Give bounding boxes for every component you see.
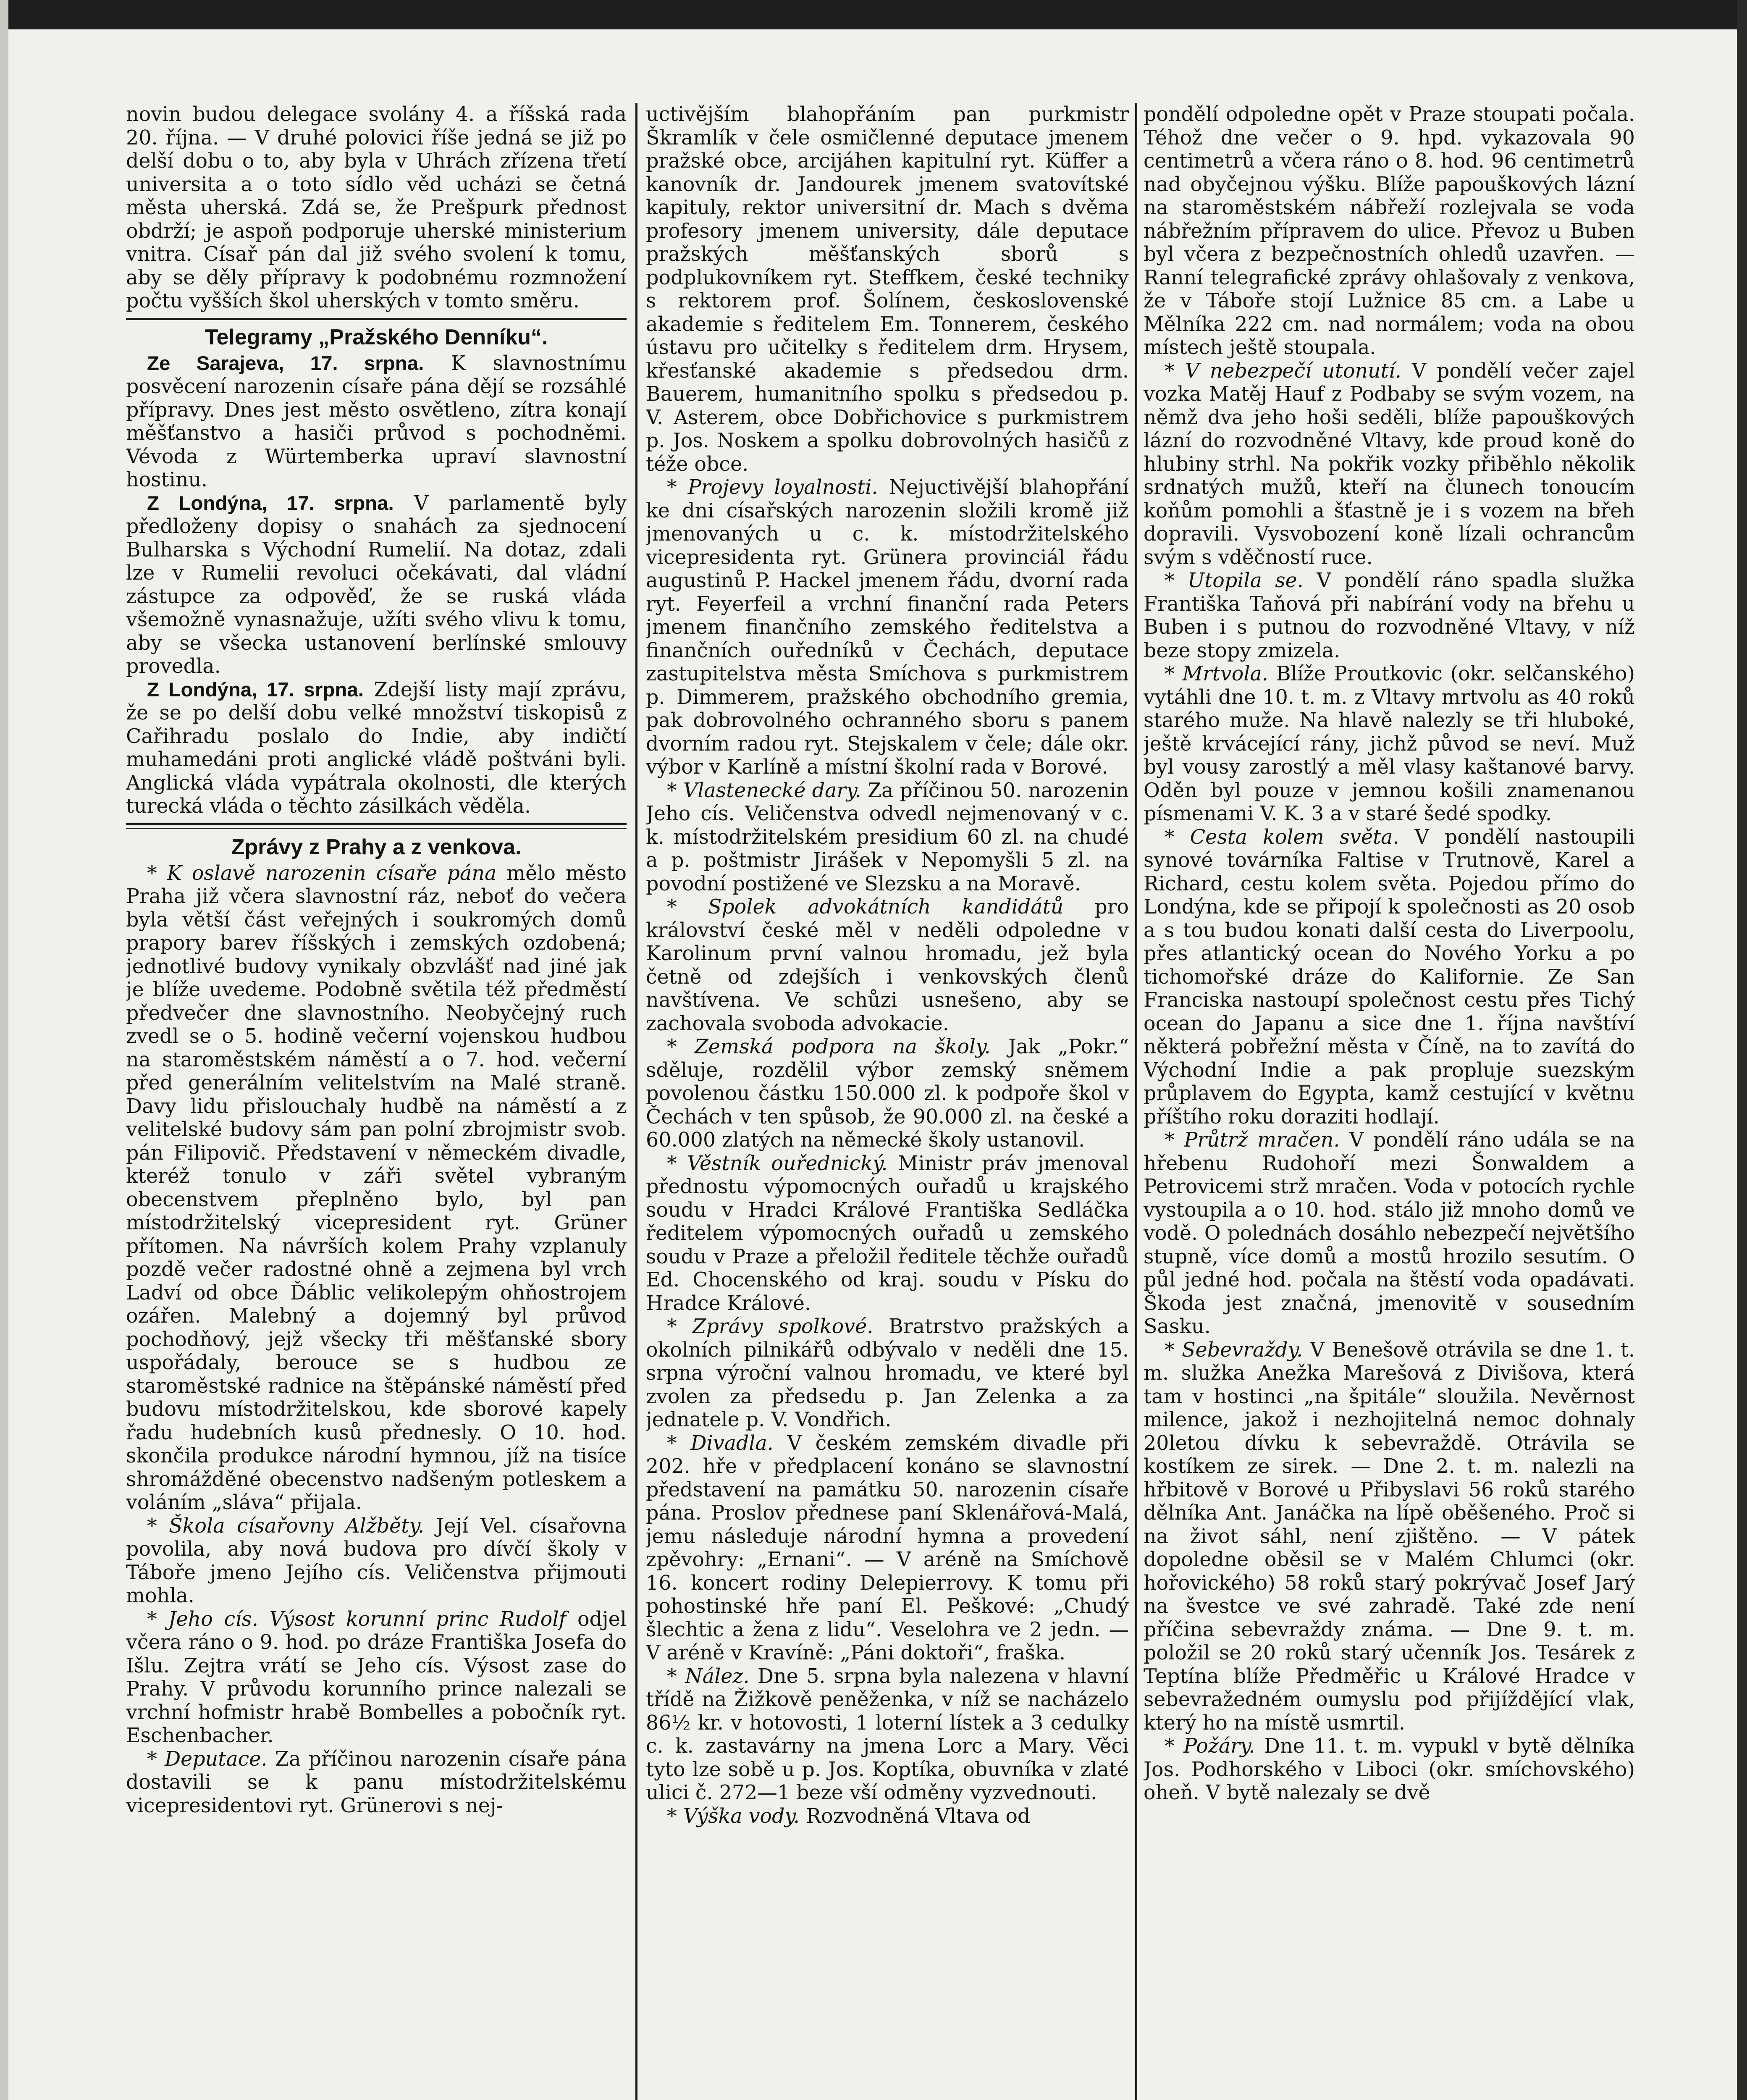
news-lead: Věstník ouřednický.: [687, 1152, 888, 1175]
column-1: [126, 103, 627, 2100]
news-item: * Výška vody. Rozvodněná Vltava od: [667, 1804, 1031, 1828]
news-body: Za příčinou narozenin císaře pána dostavili se k panu místodržitelskému vicepresidentovi ryt. Grünerovi s nej-: [126, 1747, 627, 1817]
column-rule-2: [1135, 103, 1137, 2100]
news-body: Za příčinou 50. narozenin Jeho cís. Veličenstva odvedl nejmenovaný v c. k. místodržitelském presidium 60 zl. na chudé a p. poštmistr Jirášek v Nepomyšli 5 zl. na povodní postižené ve Slezsku a na Moravě.: [646, 779, 1129, 895]
section-heading-telegrams: Telegramy „Pražského Denníku“.: [205, 325, 548, 349]
scan-border-right: [1737, 0, 1747, 2100]
column-3: [1144, 103, 1635, 2100]
section-divider: [126, 823, 627, 825]
news-item: * Projevy loyalnosti. Nejuctivější blahopřání ke dni císařských narozenin složili kromě již jmenovaných u c. k. místodržitelského vicepresidenta ryt. Grünera provinciál řádu augustinů P. Hackel jmenem řádu, dvorní rada ryt. Feyerfeil a vrchní finanční rada Peters jmenem finančního zemského ředitelstva a finančních ouředníků v Čechách, deputace zastupitelstva města Smíchova s purkmistrem p. Dimmerem, pražského obchodního gremia, pak dobrovolného ochranného sboru s panem dvorním radou ryt. Stejskalem v čele; dále okr. výbor v Karlíně a místní školní rada v Borové.: [646, 476, 1129, 779]
news-lead: Mrtvola.: [1182, 662, 1268, 685]
news-body: V Benešově otrávila se dne 1. t. m. služka Anežka Marešová z Divišova, která tam v hostinci „na špitále“ sloužila. Nevěrnost milence, jakož i nezhojitelná nemoc dohnaly 20letou dívku k sebevraždě. Otrávila se kostíkem ze sirek. — Dne 2. t. m. nalezli na hřbitově v Borové u Přibyslavi 56 roků starého dělníka Ant. Janáčka na lípě oběšeného. Proč si na život sáhl, není zjištěno. — V pátek dopoledne oběsil se v Malém Chlumci (okr. hořovického) 58 roků starý pokrývač Josef Jarý na švestce ve své zahradě. Také zde není příčina sebevraždy známa. — Dne 9. t. m. položil se 20 roků starý učenník Jos. Tesárek z Teptína blíže Předměřic u Králové Hradce v sebevražedném oumyslu pod přijíždějící vlak, který ho na místě usmrtil.: [1144, 1338, 1635, 1735]
news-item: * Jeho cís. Výsost korunní princ Rudolf odjel včera ráno o 9. hod. po dráze Františka Josefa do Išlu. Zejtra vrátí se Jeho cís. Výsost zase do Prahy. V průvodu korunního prince nalezali se vrchní hofmistr hrabě Bombelles a pobočník ryt. Eschenbacher.: [126, 1607, 627, 1747]
news-body: Jak „Pokr.“ sděluje, rozdělil výbor zemský sněmem povolenou částku 150.000 zl. k podpoře škol v Čechách v ten spůsob, že 90.000 zl. na české a 60.000 zlatých na německé školy ustanovil.: [646, 1035, 1129, 1152]
scan-border-top: [0, 0, 1747, 29]
news-body: V pondělí ráno udála se na hřebenu Rudohoří mezi Šonwaldem a Petrovicemi strž mračen. Voda v potocích rychle vystoupila a o 10. hod. stálo již mnoho domů ve vodě. O polednách dosáhlo nebezpečí největšího stupně, více domů a mostů hrozilo sesutím. O půl jedné hod. počala na štěstí voda opadávati. Škoda jest značná, jmenovitě v sousedním Sasku.: [1144, 1129, 1635, 1338]
article-paragraph: novin budou delegace svolány 4. a říšská rada 20. října. — V druhé polovici říše jedná se již po delší dobu o to, aby byla v Uhrách zřízena třetí universita a o toto sídlo věd ucházi se četná města uherská. Zdá se, že Prešpurk přednost obdrží; je aspoň podporuje uherské ministerium vnitra. Císař pán dal již svého svolení k tomu, aby se děly přípravy k podobnému rozmnožení počtu vyšších škol uherských v tomto směru.: [126, 103, 627, 312]
news-lead: Jeho cís. Výsost korunní princ Rudolf: [168, 1607, 567, 1631]
news-item: * Škola císařovny Alžběty. Její Vel. císařovna povolila, aby nová budova pro dívčí školy v Táboře jmeno Jejího cís. Veličenstva přijmouti mohla.: [126, 1514, 627, 1607]
news-lead: Sebevraždy.: [1182, 1338, 1303, 1362]
scan-border-left: [0, 0, 8, 2100]
news-lead: Deputace.: [165, 1747, 268, 1771]
news-item: * Deputace. Za příčinou narozenin císaře pána dostavili se k panu místodržitelskému vicepresidentovi ryt. Grünerovi s nej-: [126, 1747, 627, 1817]
column-rule-1: [635, 103, 637, 2100]
section-divider: [126, 318, 627, 320]
news-item: * Mrtvola. Blíže Proutkovic (okr. selčanského) vytáhli dne 10. t. m. z Vltavy mrtvolu as 40 roků starého muže. Na hlavě nalezly se tři hluboké, ještě krvácející rány, jichž původ se neví. Muž byl vousy zarostlý a měl vlasy kaštanové barvy. Oděn byl pouze v jemnou košili znamenanou písmenami V. K. 3 a v staré šedé spodky.: [1144, 662, 1635, 825]
telegram-body: K slavnostnímu posvěcení narozenin císaře pána dějí se rozsáhlé přípravy. Dnes jest město osvětleno, zítra konají měšťanstvo a hasiči průvod s pochodněmi. Vévoda z Würtemberka upraví slavnostní hostinu.: [126, 352, 627, 491]
news-lead: Spolek advokátních kandidátů: [708, 895, 1064, 919]
news-lead: Divadla.: [690, 1431, 774, 1455]
news-item: * Cesta kolem světa. V pondělí nastoupili synové továrníka Faltise v Trutnově, Karel a Richard, cestu kolem světa. Pojedou přímo do Londýna, kde se připojí k společnosti as 20 osob a s tou budou konati další cesta do Liverpoolu, přes atlantický ocean do Nového Yorku a po tichomořské dráze do Kalifornie. Ze San Franciska nastoupí společnost cestu přes Tichý ocean do Japanu a sice dne 1. října navštíví některá pobřežní města v Číně, na to zavítá do Východní Indie a pak propluje suezským průplavem do Egypta, kamž cestující v květnu příštího roku doraziti hodlají.: [1144, 825, 1635, 1129]
news-body: Blíže Proutkovic (okr. selčanského) vytáhli dne 10. t. m. z Vltavy mrtvolu as 40 roků starého muže. Na hlavě nalezly se tři hluboké, ještě krvácející rány, jichž původ se neví. Muž byl vousy zarostlý a měl vlasy kaštanové barvy. Oděn byl pouze v jemnou košili znamenanou písmenami V. K. 3 a v staré šedé spodky.: [1144, 662, 1635, 825]
news-body: pro království české měl v neděli odpoledne v Karolinum první valnou hromadu, jež byla četně od zdejších i venkovských členů navštívena. Ve schůzi usnešeno, aby se zachovala svoboda advokacie.: [646, 895, 1129, 1035]
news-lead: Průtrž mračen.: [1184, 1129, 1340, 1152]
news-body: Dne 5. srpna byla nalezena v hlavní třídě na Žižkově peněženka, v níž se nacházelo 86½ kr. v hotovosti, 1 loterní lístek a 3 cedulky c. k. zastavárny na jmena Lorc a Mary. Věci tyto lze sobě u p. Jos. Koptíka, obuvníka v zlaté ulici č. 272—1 beze vší odměny vyzvednouti.: [646, 1664, 1129, 1804]
news-item: * Vlastenecké dary. Za příčinou 50. narozenin Jeho cís. Veličenstva odvedl nejmenovaný v c. k. místodržitelském presidium 60 zl. na chudé a p. poštmistr Jirášek v Nepomyšli 5 zl. na povodní postižené ve Slezsku a na Moravě.: [646, 779, 1129, 895]
news-item: * Spolek advokátních kandidátů pro království české měl v neděli odpoledne v Karolinum první valnou hromadu, jež byla četně od zdejších i venkovských členů navštívena. Ve schůzi usnešeno, aby se zachovala svoboda advokacie.: [646, 895, 1129, 1035]
section-divider-thin: [126, 828, 627, 829]
news-lead: V nebezpečí utonutí.: [1185, 359, 1402, 383]
news-item: * Nález. Dne 5. srpna byla nalezena v hlavní třídě na Žižkově peněženka, v níž se nacházelo 86½ kr. v hotovosti, 1 loterní lístek a 3 cedulky c. k. zastavárny na jmena Lorc a Mary. Věci tyto lze sobě u p. Jos. Koptíka, obuvníka v zlaté ulici č. 272—1 beze vší odměny vyzvednouti.: [646, 1664, 1129, 1804]
news-item: * Zemská podpora na školy. Jak „Pokr.“ sděluje, rozdělil výbor zemský sněmem povolenou částku 150.000 zl. k podpoře škol v Čechách v ten spůsob, že 90.000 zl. na české a 60.000 zlatých na německé školy ustanovil.: [646, 1035, 1129, 1152]
news-lead: Zemská podpora na školy.: [694, 1035, 991, 1058]
news-lead: Cesta kolem světa.: [1190, 825, 1399, 849]
news-item: * Věstník ouřednický. Ministr práv jmenoval přednostu výpomocných ouřadů u krajského soudu v Hradci Králové Františka Sedláčka ředitelem výpomocných ouřadů u zemského soudu v Praze a přeložil ředitele těchže ouřadů Ed. Chocenského od kraj. soudu v Písku do Hradce Králové.: [646, 1152, 1129, 1315]
news-body: V českém zemském divadle při 202. hře v předplacení konáno se slavnostní představení na památku 50. narozenin císaře pána. Proslov přednese paní Sklenářová-Malá, jemu následuje národní hymna a provedení zpěvohry: „Ernani“. — V aréně na Smíchově 16. koncert rodiny Delepierrovy. K tomu při pohostinské hře paní El. Peškové: „Chudý šlechtic a žena z lidu“. Veselohra ve 2 jedn. — V aréně v Kravíně: „Páni doktoři“, fraška.: [646, 1431, 1129, 1664]
news-lead: Škola císařovny Alžběty.: [169, 1514, 425, 1538]
news-body: V pondělí ráno spadla služka Františka Taňová při nabírání vody na břehu u Buben i s putnou do rozvodněné Vltavy, v níž beze stopy zmizela.: [1144, 569, 1635, 662]
telegram-item: [126, 352, 627, 492]
news-body: odjel včera ráno o 9. hod. po dráze Františka Josefa do Išlu. Zejtra vrátí se Jeho cís. Výsost zase do Prahy. V průvodu korunního prince nalezali se vrchní hofmistr hrabě Bombelles a pobočník ryt. Eschenbacher.: [126, 1607, 627, 1747]
news-item: * Sebevraždy. V Benešově otrávila se dne 1. t. m. služka Anežka Marešová z Divišova, která tam v hostinci „na špitále“ sloužila. Nevěrnost milence, jakož i nezhojitelná nemoc dohnaly 20letou dívku k sebevraždě. Otrávila se kostíkem ze sirek. — Dne 2. t. m. nalezli na hřbitově v Borové u Přibyslavi 56 roků starého dělníka Ant. Janáčka na lípě oběšeného. Proč si na život sáhl, není zjištěno. — V pátek dopoledne oběsil se v Malém Chlumci (okr. hořovického) 58 roků starý pokrývač Josef Jarý na švestce ve své zahradě. Také zde není příčina sebevraždy známa. — Dne 9. t. m. položil se 20 roků starý učenník Jos. Tesárek z Teptína blíže Předměřic u Králové Hradce v sebevražedném oumyslu pod přijíždějící vlak, který ho na místě usmrtil.: [1144, 1338, 1635, 1735]
telegram-item: [126, 678, 627, 818]
news-body: V pondělí večer zajel vozka Matěj Hauf z Podbaby se svým vozem, na němž dva jeho hoši seděli, blíže papouškových lázní do rozvodněné Vltavy, kde proud koně do hlubiny strhl. Na pokřik vozky přiběhlo několik srdnatých mužů, kteří na člunech tonoucím koňům pomohli a šťastně je i s vozem na břeh dopravili. Vysvobození koně lízali ochrancům svým s vděčností ruce.: [1144, 359, 1635, 569]
telegram-item: [126, 492, 627, 678]
telegram-dateline: Z Londýna, 17. srpna.: [147, 678, 364, 701]
news-item: * V nebezpečí utonutí. V pondělí večer zajel vozka Matěj Hauf z Podbaby se svým vozem, na němž dva jeho hoši seděli, blíže papouškových lázní do rozvodněné Vltavy, kde proud koně do hlubiny strhl. Na pokřik vozky přiběhlo několik srdnatých mužů, kteří na člunech tonoucím koňům pomohli a šťastně je i s vozem na břeh dopravili. Vysvobození koně lízali ochrancům svým s vděčností ruce.: [1144, 359, 1635, 569]
news-lead: Požáry.: [1183, 1735, 1255, 1758]
article-paragraph: uctivějším blahopřáním pan purkmistr Škramlík v čele osmičlenné deputace jmenem pražské obce, arcijáhen kapitulní ryt. Küffer a kanovník dr. Jandourek jmenem svatovítské kapituly, rektor universitní dr. Mach s dvěma profesory jmenem university, dále deputace pražských měšťanských sborů s podplukovníkem ryt. Steffkem, české techniky s rektorem prof. Šolínem, československé akademie s ředitelem Em. Tonnerem, českého ústavu pro učitelky s ředitelem drm. Hrysem, křesťanské akademie s předsedou drm. Bauerem, humanitního spolku s předsedou p. V. Asterem, obce Dobřichovice s purkmistrem p. Jos. Noskem a spolku dobrovolných hasičů z téže obce.: [646, 103, 1129, 476]
news-body: Nejuctivější blahopřání ke dni císařských narozenin složili kromě již jmenovaných u c. k. místodržitelského vicepresidenta ryt. Grünera provinciál řádu augustinů P. Hackel jmenem řádu, dvorní rada ryt. Feyerfeil a vrchní finanční rada Peters jmenem finančního zemského ředitelstva a finančních ouředníků v Čechách, deputace zastupitelstva města Smíchova s purkmistrem p. Dimmerem, pražského obchodního gremia, pak dobrovolného ochranného sboru s panem dvorním radou ryt. Stejskalem v čele; dále okr. výbor v Karlíně a místní školní rada v Borové.: [646, 476, 1129, 779]
news-body: V pondělí nastoupili synové továrníka Faltise v Trutnově, Karel a Richard, cestu kolem světa. Pojedou přímo do Londýna, kde se připojí k společnosti as 20 osob a s tou budou konati další cesta do Liverpoolu, přes atlantický ocean do Nového Yorku a po tichomořské dráze do Kalifornie. Ze San Franciska nastoupí společnost cestu přes Tichý ocean do Japanu a sice dne 1. října navštíví některá pobřežní města v Číně, na to zavítá do Východní Indie a pak propluje suezským průplavem do Egypta, kamž cestující v květnu příštího roku doraziti hodlají.: [1144, 825, 1635, 1129]
telegram-dateline: Z Londýna, 17. srpna.: [147, 492, 394, 514]
news-body: Ministr práv jmenoval přednostu výpomocných ouřadů u krajského soudu v Hradci Králové Františka Sedláčka ředitelem výpomocných ouřadů u zemského soudu v Praze a přeložil ředitele těchže ouřadů Ed. Chocenského od kraj. soudu v Písku do Hradce Králové.: [646, 1152, 1129, 1315]
news-item: * Průtrž mračen. V pondělí ráno udála se na hřebenu Rudohoří mezi Šonwaldem a Petrovicemi strž mračen. Voda v potocích rychle vystoupila a o 10. hod. stálo již mnoho domů ve vodě. O polednách dosáhlo nebezpečí největšího stupně, více domů a mostů hrozilo sesutím. O půl jedné hod. počala na štěstí voda opadávati. Škoda jest značná, jmenovitě v sousedním Sasku.: [1144, 1129, 1635, 1338]
news-lead: Vlastenecké dary.: [683, 779, 861, 802]
news-item: * Zprávy spolkové. Bratrstvo pražských a okolních pilnikářů odbývalo v neděli dne 15. srpna výroční valnou hromadu, ve které byl zvolen za předsedu p. Jan Zelenka a za jednatele p. V. Vondřich.: [646, 1315, 1129, 1431]
telegram-dateline: Ze Sarajeva, 17. srpna.: [147, 352, 424, 375]
column-2: [646, 103, 1129, 2100]
article-paragraph: pondělí odpoledne opět v Praze stoupati počala. Téhož dne večer o 9. hpd. vykazovala 90 centimetrů a včera ráno o 8. hod. 96 centimetrů nad obyčejnou výšku. Blíže papouškových lázní na staroměstském nábřeží rozlejvala se voda nábřežním přípravem do ulice. Převoz u Buben byl včera z bezpečnostních ohledů uzavřen. — Ranní telegrafické zprávy ohlašovaly z venkova, že v Táboře stojí Lužnice 85 cm. a Labe u Mělníka 222 cm. nad normálem; voda na obou místech ještě stoupala.: [1144, 103, 1635, 359]
news-lead: Výška vody.: [683, 1804, 800, 1828]
telegram-body: Zdejší listy mají zprávu, že se po delší dobu velké množství tiskopisů z Cařihradu poslalo do Indie, aby indičtí muhamedáni proti anglické vládě poštváni byli. Anglická vláda vypátrala okolnosti, dle kterých turecká vláda o těchto zásilkách věděla.: [126, 678, 627, 818]
news-body: Bratrstvo pražských a okolních pilnikářů odbývalo v neděli dne 15. srpna výroční valnou hromadu, ve které byl zvolen za předsedu p. Jan Zelenka a za jednatele p. V. Vondřich.: [646, 1315, 1129, 1431]
news-lead: K oslavě narozenin císaře pána: [167, 861, 497, 885]
news-body: mělo město Praha již včera slavnostní ráz, neboť do večera byla větší část veřejných i soukromých domů prapory barev říšských i zemských ozdobená; jednotlivé budovy vynikaly obzvlášť nad jiné jak je blíže uvedeme. Podobně světila též předměstí předvečer dne slavnostního. Neobyčejný ruch zvedl se o 5. hodině večerní vojenskou hudbou na staroměstském náměstí a o 7. hod. večerní před generálním velitelstvím na Malé straně. Davy lidu přislouchaly hudbě na náměstí a z velitelské budovy sám pan polní zbrojmistr svob. pán Filipovič. Představení v německém divadle, kteréž tonulo v záři světel vybraným obecenstvem přeplněno bylo, byl pan místodržitelský vicepresident ryt. Grüner přítomen. Na návrších kolem Prahy vzplanuly pozdě večer radostné ohně a zejmena byl vrch Ladví od obce Ďáblic velikolepým ohňostrojem ozářen. Malebný a dojemný byl průvod pochodňový, jejž všecky tři měšťanské sbory uspořádaly, berouce se s hudbou ze staroměstské radnice na štěpánské náměstí před budovu místodržitelskou, kde sborové kapely řadu hudebních kusů přednesly. O 10. hod. skončila produkce národní hymnou, jíž na tisíce shromážděné obecenstvo nadšeným potleskem a voláním „sláva“ přijala.: [126, 861, 627, 1514]
news-lead: Projevy loyalnosti.: [687, 476, 878, 499]
news-item: * Divadla. V českém zemském divadle při 202. hře v předplacení konáno se slavnostní představení na památku 50. narozenin císaře pána. Proslov přednese paní Sklenářová-Malá, jemu následuje národní hymna a provedení zpěvohry: „Ernani“. — V aréně na Smíchově 16. koncert rodiny Delepierrovy. K tomu při pohostinské hře paní El. Peškové: „Chudý šlechtic a žena z lidu“. Veselohra ve 2 jedn. — V aréně v Kravíně: „Páni doktoři“, fraška.: [646, 1431, 1129, 1664]
news-body: Dne 11. t. m. vypukl v bytě dělníka Jos. Podhorského v Liboci (okr. smíchovského) oheň. V bytě nalezaly se dvě: [1144, 1735, 1635, 1804]
news-lead: Nález.: [685, 1664, 750, 1688]
telegram-body: V parlamentě byly předloženy dopisy o snahách za sjednocení Bulharska s Východní Rumelií. Na dotaz, zdali lze v Rumelii revoluci očekávati, dal vládní zástupce za odpověď, že se ruská vláda všemožně vynasnažuje, užíti svého vlivu k tomu, aby se všecka ustanovení berlínské smlouvy provedla.: [126, 491, 627, 678]
news-lead: Utopila se.: [1188, 569, 1304, 592]
news-body: Rozvodněná Vltava od: [806, 1804, 1031, 1828]
news-item: * Požáry. Dne 11. t. m. vypukl v bytě dělníka Jos. Podhorského v Liboci (okr. smíchovského) oheň. V bytě nalezaly se dvě: [1144, 1735, 1635, 1804]
news-item: * Utopila se. V pondělí ráno spadla služka Františka Taňová při nabírání vody na břehu u Buben i s putnou do rozvodněné Vltavy, v níž beze stopy zmizela.: [1144, 569, 1635, 662]
news-lead: Zprávy spolkové.: [692, 1315, 874, 1338]
news-body: Její Vel. císařovna povolila, aby nová budova pro dívčí školy v Táboře jmeno Jejího cís. Veličenstva přijmouti mohla.: [126, 1514, 627, 1607]
section-heading-news: Zprávy z Prahy a z venkova.: [231, 835, 522, 859]
news-item: * K oslavě narozenin císaře pána mělo město Praha již včera slavnostní ráz, neboť do večera byla větší část veřejných i soukromých domů prapory barev říšských i zemských ozdobená; jednotlivé budovy vynikaly obzvlášť nad jiné jak je blíže uvedeme. Podobně světila též předměstí předvečer dne slavnostního. Neobyčejný ruch zvedl se o 5. hodině večerní vojenskou hudbou na staroměstském náměstí a o 7. hod. večerní před generálním velitelstvím na Malé straně. Davy lidu přislouchaly hudbě na náměstí a z velitelské budovy sám pan polní zbrojmistr svob. pán Filipovič. Představení v německém divadle, kteréž tonulo v záři světel vybraným obecenstvem přeplněno bylo, byl pan místodržitelský vicepresident ryt. Grüner přítomen. Na návrších kolem Prahy vzplanuly pozdě večer radostné ohně a zejmena byl vrch Ladví od obce Ďáblic velikolepým ohňostrojem ozářen. Malebný a dojemný byl průvod pochodňový, jejž všecky tři měšťanské sbory uspořádaly, berouce se s hudbou ze staroměstské radnice na štěpánské náměstí před budovu místodržitelskou, kde sborové kapely řadu hudebních kusů přednesly. O 10. hod. skončila produkce národní hymnou, jíž na tisíce shromážděné obecenstvo nadšeným potleskem a voláním „sláva“ přijala.: [126, 861, 627, 1514]
